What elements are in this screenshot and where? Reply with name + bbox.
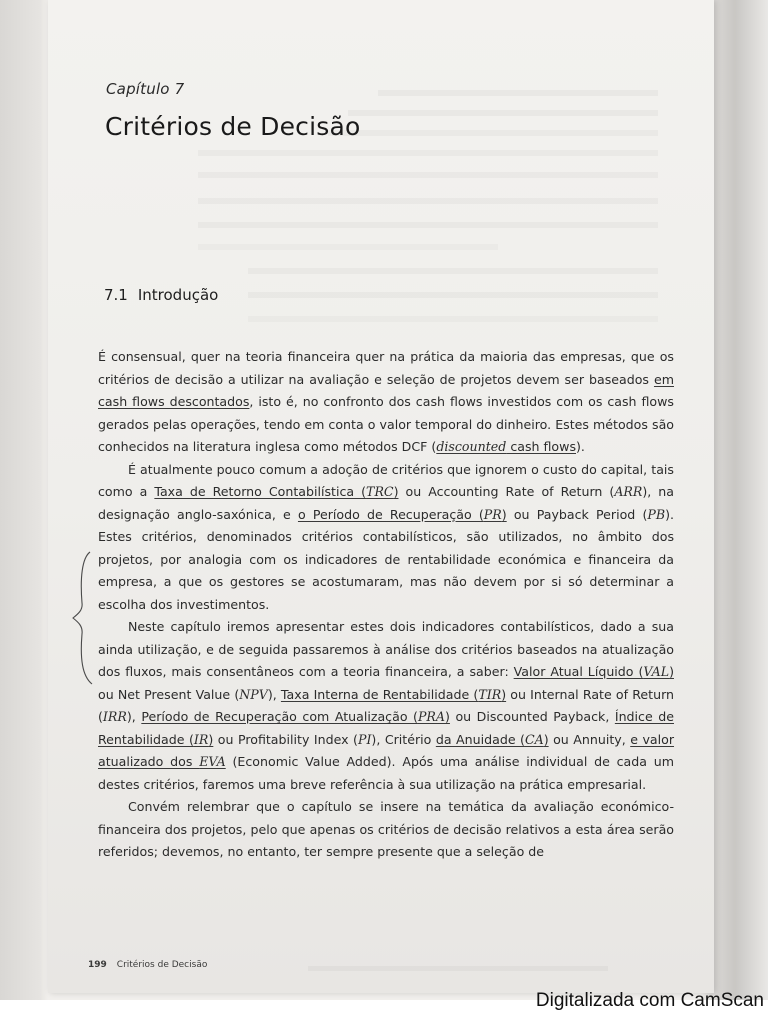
handwritten-underline: discounted	[436, 439, 507, 454]
page-number: 199	[88, 960, 107, 970]
book-page	[48, 0, 714, 993]
paragraph-1: É consensual, quer na teoria financeira quer na prática da maioria das empresas, que os critérios de decisão a utilizar na avaliação e seleção de projetos devem ser baseados em cash flows descontados, isto é, no confronto dos cash flows investidos com os cash flows gerados pelas operações, tendo em conta o valor temporal do dinheiro. Estes métodos são conhecidos na literatura inglesa como métodos DCF (discounted cash flows).	[98, 349, 674, 454]
handwritten-underline: Índice de Rentabilidade (IR)	[98, 709, 674, 747]
chapter-title: Critérios de Decisão	[105, 112, 361, 141]
chapter-label: Capítulo 7	[106, 80, 185, 98]
handwritten-underline: e valor atualizado dos EVA	[98, 731, 675, 769]
handwritten-underline: da Anuidade (CA)	[435, 731, 549, 747]
section-number: 7.1	[104, 286, 128, 304]
body-text	[98, 346, 674, 864]
handwritten-underline: Taxa de Retorno Contabilística (TRC)	[154, 484, 399, 499]
handwritten-underline: em cash flows descontados	[98, 371, 674, 409]
page-footer	[88, 960, 207, 970]
handwritten-underline: Taxa Interna de Rentabilidade (TIR)	[280, 686, 507, 702]
paragraph-2: É atualmente pouco comum a adoção de critérios que ignorem o custo do capital, tais como a Taxa de Retorno Contabilística (TRC) ou Accounting Rate of Return (ARR), na designação anglo-saxónica, e o Período de Recuperação (PR) ou Payback Period (PB). Estes critérios, denominados critérios contabilísticos, são utilizados, no âmbito dos projetos, por analogia com os indicadores de rentabilidade económica e financeira da empresa, a que os gestores se acostumaram, mas não devem por si só determinar a escolha dos investimentos.	[98, 461, 675, 612]
paragraph-4: Convém relembrar que o capítulo se insere na temática da avaliação económico-financeira dos projetos, pelo que apenas os critérios de decisão relativos a esta área serão referidos; devemos, no entanto, ter sempre presente que a seleção de	[98, 799, 674, 859]
scanner-watermark: Digitalizada com CamScan	[535, 990, 764, 1011]
handwritten-underline: Valor Atual Líquido (VAL)	[513, 664, 674, 679]
paragraph-3: Neste capítulo iremos apresentar estes dois indicadores contabilísticos, dado a sua ainda utilização, e de seguida passaremos à análise dos critérios baseados na atualização dos fluxos, mais consentâneos com a teoria financeira, a saber: Valor Atual Líquido (VAL) ou Net Present Value (NPV), Taxa Interna de Rentabilidade (TIR) ou Internal Rate of Return (IRR), Período de Recuperação com Atualização (PRA) ou Discounted Payback, Índice de Rentabilidade (IR) ou Profitability Index (PI), Critério da Anuidade (CA) ou Annuity, e valor atualizado dos EVA (Economic Value Added). Após uma análise individual de cada um destes critérios, faremos uma breve referência à sua utilização na prática empresarial.	[98, 619, 675, 792]
section-heading	[104, 286, 218, 304]
handwritten-bracket	[68, 548, 98, 688]
handwritten-underline: o Período de Recuperação (PR)	[297, 506, 507, 522]
section-title: Introdução	[137, 286, 219, 304]
handwritten-underline: Período de Recuperação com Atualização (PRA)	[141, 709, 450, 724]
running-title: Critérios de Decisão	[116, 960, 208, 970]
